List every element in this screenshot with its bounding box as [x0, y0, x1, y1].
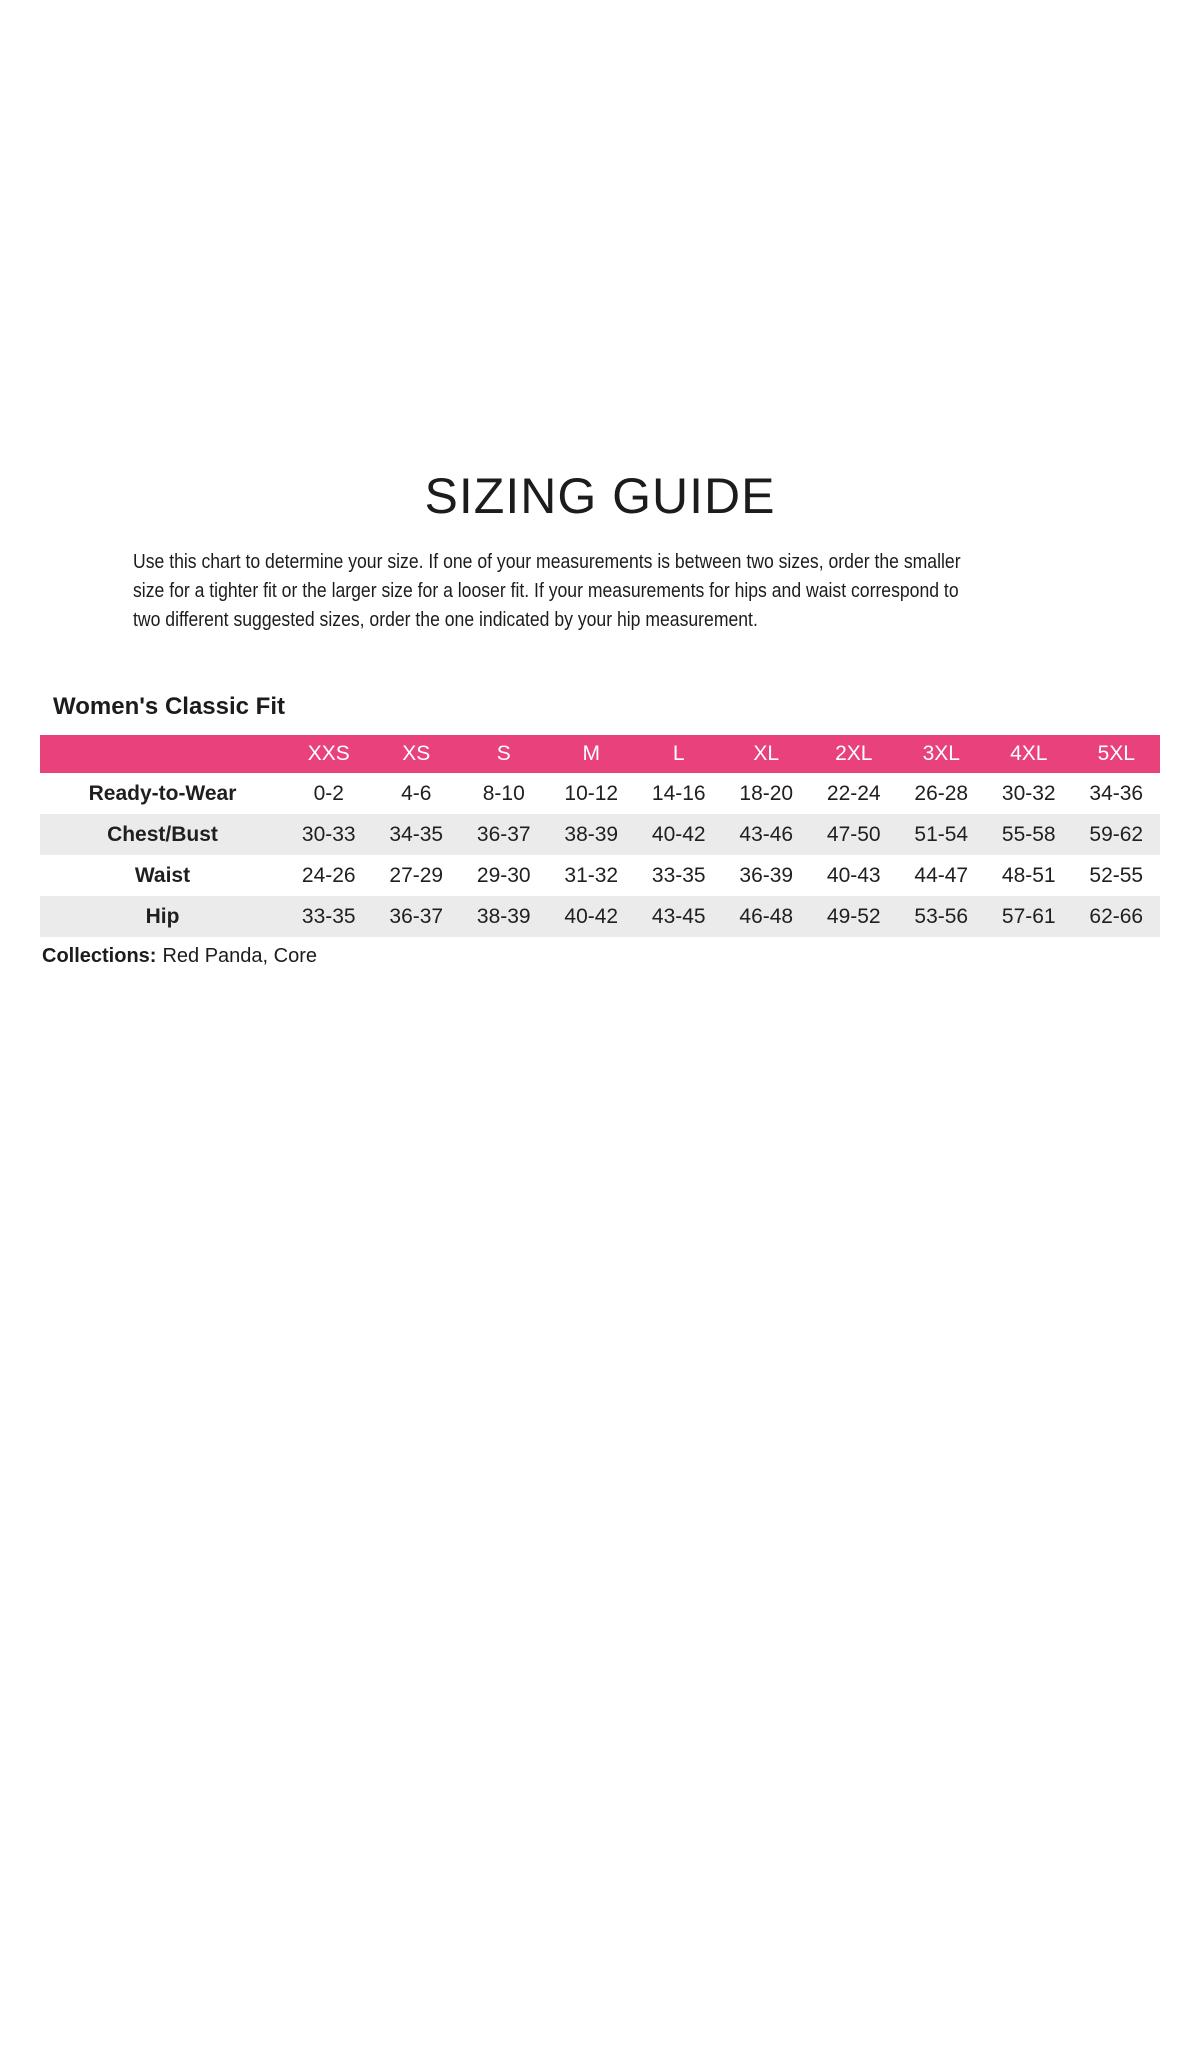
table-cell: 33-35 [301, 904, 356, 928]
row-label-ready-to-wear: Ready-to-Wear [88, 781, 237, 805]
row-label-hip: Hip [145, 904, 180, 928]
table-cell: 43-45 [651, 904, 706, 928]
sizing-guide-page [0, 468, 1200, 2068]
table-cell: 49-52 [826, 904, 881, 928]
table-cell: 44-47 [914, 863, 969, 887]
table-cell: 38-39 [564, 822, 619, 846]
header-empty-cell [40, 735, 285, 773]
table-cell: 62-66 [1089, 904, 1144, 928]
table-cell: 34-35 [389, 822, 444, 846]
size-column-header-l: L [635, 735, 723, 773]
intro-line: two different suggested sizes, order the one indicated by your hip measurement. [133, 609, 758, 631]
intro-line: Use this chart to determine your size. If one of your measurements is between two sizes, order the smaller [133, 551, 961, 573]
table-cell: 36-39 [739, 863, 794, 887]
table-row-hip [40, 896, 1160, 937]
page-title: SIZING GUIDE [424, 468, 776, 524]
table-cell: 40-43 [826, 863, 881, 887]
table-cell: 0-2 [313, 781, 344, 805]
size-column-header-xl: XL [723, 735, 811, 773]
table-cell: 46-48 [739, 904, 794, 928]
table-cell: 53-56 [914, 904, 969, 928]
size-column-header-xs: XS [373, 735, 461, 773]
table-row-ready-to-wear [40, 773, 1160, 814]
row-label-waist: Waist [134, 863, 191, 887]
collections-line [42, 943, 1200, 969]
sizing-table [40, 735, 1160, 937]
table-cell: 59-62 [1089, 822, 1144, 846]
table-cell: 10-12 [564, 781, 619, 805]
row-label-chest-bust: Chest/Bust [107, 822, 218, 846]
table-cell: 52-55 [1089, 863, 1144, 887]
table-cell: 14-16 [651, 781, 706, 805]
table-cell: 38-39 [476, 904, 531, 928]
size-column-header-xxs: XXS [285, 735, 373, 773]
table-row-waist [40, 855, 1160, 896]
size-column-header-2xl: 2XL [810, 735, 898, 773]
table-cell: 8-10 [482, 781, 525, 805]
size-header-row [40, 735, 1160, 773]
table-cell: 27-29 [389, 863, 444, 887]
table-cell: 30-32 [1001, 781, 1056, 805]
table-cell: 57-61 [1001, 904, 1056, 928]
table-cell: 26-28 [914, 781, 969, 805]
table-cell: 48-51 [1001, 863, 1056, 887]
table-cell: 47-50 [826, 822, 881, 846]
section-heading-womens-classic-fit: Women's Classic Fit [53, 693, 285, 720]
collections-value: Red Panda, Core [162, 945, 317, 967]
table-cell: 40-42 [651, 822, 706, 846]
table-cell: 30-33 [301, 822, 356, 846]
size-column-header-4xl: 4XL [985, 735, 1073, 773]
table-cell: 4-6 [401, 781, 432, 805]
table-row-chest-bust [40, 814, 1160, 855]
table-cell: 40-42 [564, 904, 619, 928]
table-cell: 43-46 [739, 822, 794, 846]
collections-label: Collections: [42, 945, 157, 967]
table-cell: 36-37 [389, 904, 444, 928]
table-cell: 22-24 [826, 781, 881, 805]
table-cell: 31-32 [564, 863, 619, 887]
intro-line: size for a tighter fit or the larger size for a looser fit. If your measurements for hips and waist correspond to [133, 580, 959, 602]
table-cell: 34-36 [1089, 781, 1144, 805]
table-cell: 55-58 [1001, 822, 1056, 846]
table-cell: 29-30 [476, 863, 531, 887]
size-column-header-3xl: 3XL [898, 735, 986, 773]
size-column-header-s: S [460, 735, 548, 773]
table-cell: 18-20 [739, 781, 794, 805]
table-cell: 24-26 [301, 863, 356, 887]
table-cell: 33-35 [651, 863, 706, 887]
table-cell: 51-54 [914, 822, 969, 846]
intro-paragraph [133, 548, 1072, 635]
size-column-header-m: M [548, 735, 636, 773]
table-cell: 36-37 [476, 822, 531, 846]
size-column-header-5xl: 5XL [1073, 735, 1161, 773]
